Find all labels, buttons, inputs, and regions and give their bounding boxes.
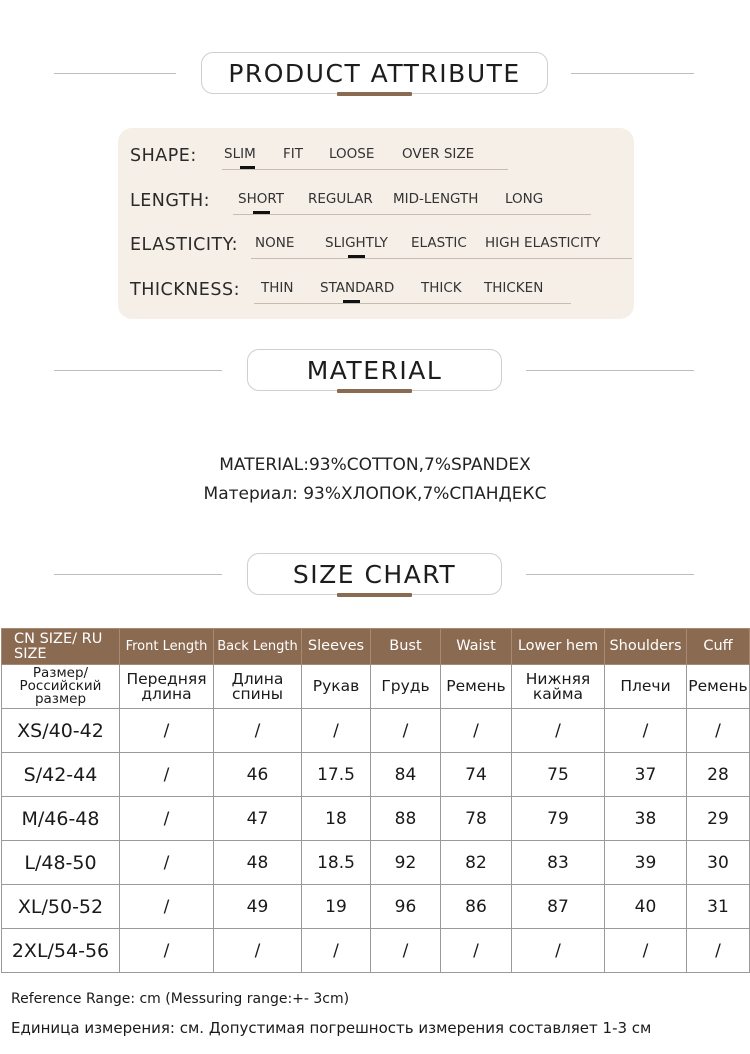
table-cell: 30 bbox=[687, 841, 750, 885]
table-row bbox=[2, 709, 750, 753]
table-cell: 84 bbox=[371, 753, 441, 797]
column-header: Bust bbox=[371, 629, 441, 665]
attribute-option: LOOSE bbox=[329, 146, 375, 162]
column-header-ru: Грудь bbox=[371, 665, 441, 709]
column-header: Sleeves bbox=[302, 629, 371, 665]
attribute-label: THICKNESS: bbox=[130, 280, 240, 300]
table-header-row bbox=[2, 629, 750, 665]
table-cell: / bbox=[605, 709, 687, 753]
attribute-rule bbox=[233, 214, 591, 215]
attribute-row-shape bbox=[130, 142, 630, 176]
divider-right bbox=[526, 574, 694, 575]
table-cell: L/48-50 bbox=[2, 841, 120, 885]
table-cell: 46 bbox=[214, 753, 302, 797]
table-cell: 49 bbox=[214, 885, 302, 929]
attribute-section-title: PRODUCT ATTRIBUTE bbox=[201, 52, 548, 94]
table-cell: / bbox=[214, 929, 302, 973]
attribute-option: HIGH ELASTICITY bbox=[485, 235, 601, 251]
table-cell: 96 bbox=[371, 885, 441, 929]
selected-marker bbox=[343, 300, 360, 303]
table-cell: / bbox=[687, 929, 750, 973]
column-header-ru: Нижняя кайма bbox=[512, 665, 605, 709]
table-cell: 79 bbox=[512, 797, 605, 841]
table-cell: XL/50-52 bbox=[2, 885, 120, 929]
table-cell: 82 bbox=[441, 841, 512, 885]
reference-note-ru: Единица измерения: см. Допустимая погрешность измерения составляет 1-3 см bbox=[11, 1019, 652, 1037]
reference-note-en: Reference Range: cm (Messuring range:+- 3cm) bbox=[11, 991, 350, 1007]
column-header-ru: Размер/ Российский размер bbox=[2, 665, 120, 709]
table-cell: 29 bbox=[687, 797, 750, 841]
table-header-ru-row bbox=[2, 665, 750, 709]
attribute-rule bbox=[254, 303, 571, 304]
selected-marker bbox=[348, 255, 365, 258]
table-cell: / bbox=[371, 929, 441, 973]
table-cell: / bbox=[441, 929, 512, 973]
table-cell: / bbox=[120, 709, 214, 753]
title-accent-bar bbox=[337, 593, 412, 597]
table-cell: S/42-44 bbox=[2, 753, 120, 797]
attribute-row-thickness bbox=[130, 276, 630, 310]
selected-marker bbox=[253, 211, 270, 214]
table-cell: / bbox=[371, 709, 441, 753]
attribute-option: SHORT bbox=[238, 191, 284, 207]
table-cell: 74 bbox=[441, 753, 512, 797]
attribute-option: SLIM bbox=[224, 146, 256, 162]
table-cell: M/46-48 bbox=[2, 797, 120, 841]
table-cell: 17.5 bbox=[302, 753, 371, 797]
table-cell: / bbox=[441, 709, 512, 753]
table-cell: 47 bbox=[214, 797, 302, 841]
table-cell: 83 bbox=[512, 841, 605, 885]
table-cell: 37 bbox=[605, 753, 687, 797]
material-text-en: MATERIAL:93%COTTON,7%SPANDEX bbox=[219, 455, 531, 475]
table-cell: / bbox=[120, 841, 214, 885]
column-header: CN SIZE/ RU SIZE bbox=[2, 629, 120, 665]
table-row bbox=[2, 797, 750, 841]
column-header-ru: Ремень bbox=[441, 665, 512, 709]
attribute-label: ELASTICITY: bbox=[130, 235, 238, 255]
attribute-option: SLIGHTLY bbox=[325, 235, 388, 251]
table-cell: / bbox=[214, 709, 302, 753]
table-cell: / bbox=[512, 709, 605, 753]
attribute-option: LONG bbox=[505, 191, 544, 207]
attribute-panel bbox=[118, 128, 634, 319]
table-cell: 92 bbox=[371, 841, 441, 885]
column-header-ru: Длина спины bbox=[214, 665, 302, 709]
table-cell: 86 bbox=[441, 885, 512, 929]
title-accent-bar bbox=[337, 389, 412, 393]
attribute-label: LENGTH: bbox=[130, 191, 211, 211]
attribute-rule bbox=[251, 258, 632, 259]
attribute-option: REGULAR bbox=[308, 191, 373, 207]
attribute-label: SHAPE: bbox=[130, 146, 197, 166]
table-cell: / bbox=[687, 709, 750, 753]
attribute-option: NONE bbox=[255, 235, 295, 251]
column-header: Shoulders bbox=[605, 629, 687, 665]
attribute-option: THIN bbox=[261, 280, 294, 296]
table-cell: / bbox=[120, 929, 214, 973]
attribute-row-length bbox=[130, 187, 630, 221]
column-header-ru: Плечи bbox=[605, 665, 687, 709]
attribute-option: STANDARD bbox=[320, 280, 395, 296]
table-cell: 87 bbox=[512, 885, 605, 929]
attribute-rule bbox=[222, 169, 508, 170]
table-cell: / bbox=[302, 929, 371, 973]
table-cell: / bbox=[512, 929, 605, 973]
table-row bbox=[2, 929, 750, 973]
title-accent-bar bbox=[337, 92, 412, 96]
divider-left bbox=[54, 574, 222, 575]
column-header-ru: Ремень bbox=[687, 665, 750, 709]
table-cell: / bbox=[120, 885, 214, 929]
table-row bbox=[2, 841, 750, 885]
column-header: Lower hem bbox=[512, 629, 605, 665]
table-cell: 31 bbox=[687, 885, 750, 929]
table-cell: / bbox=[302, 709, 371, 753]
table-row bbox=[2, 753, 750, 797]
table-cell: 78 bbox=[441, 797, 512, 841]
selected-marker bbox=[240, 166, 255, 169]
table-cell: 88 bbox=[371, 797, 441, 841]
divider-right bbox=[571, 73, 694, 74]
attribute-option: ELASTIC bbox=[411, 235, 467, 251]
size-chart-section-title: SIZE CHART bbox=[247, 553, 502, 595]
divider-left bbox=[54, 370, 222, 371]
table-cell: / bbox=[120, 753, 214, 797]
divider-left bbox=[54, 73, 176, 74]
table-cell: / bbox=[120, 797, 214, 841]
attribute-option: THICKEN bbox=[484, 280, 544, 296]
attribute-row-elasticity bbox=[130, 231, 630, 265]
table-cell: 48 bbox=[214, 841, 302, 885]
size-chart-table bbox=[1, 628, 750, 973]
attribute-option: MID-LENGTH bbox=[393, 191, 479, 207]
material-section-title: MATERIAL bbox=[247, 349, 502, 391]
column-header: Front Length bbox=[120, 629, 214, 665]
table-cell: 75 bbox=[512, 753, 605, 797]
table-cell: 40 bbox=[605, 885, 687, 929]
table-cell: XS/40-42 bbox=[2, 709, 120, 753]
column-header: Back Length bbox=[214, 629, 302, 665]
attribute-option: THICK bbox=[421, 280, 462, 296]
table-cell: 18 bbox=[302, 797, 371, 841]
table-row bbox=[2, 885, 750, 929]
table-cell: 38 bbox=[605, 797, 687, 841]
material-text-ru: Материал: 93%ХЛОПОК,7%СПАНДЕКС bbox=[203, 484, 547, 504]
column-header: Waist bbox=[441, 629, 512, 665]
column-header-ru: Передняя длина bbox=[120, 665, 214, 709]
column-header-ru: Рукав bbox=[302, 665, 371, 709]
table-cell: 39 bbox=[605, 841, 687, 885]
attribute-option: OVER SIZE bbox=[402, 146, 475, 162]
table-cell: / bbox=[605, 929, 687, 973]
table-cell: 18.5 bbox=[302, 841, 371, 885]
divider-right bbox=[526, 370, 694, 371]
attribute-option: FIT bbox=[283, 146, 303, 162]
column-header: Cuff bbox=[687, 629, 750, 665]
table-cell: 19 bbox=[302, 885, 371, 929]
table-cell: 28 bbox=[687, 753, 750, 797]
table-cell: 2XL/54-56 bbox=[2, 929, 120, 973]
